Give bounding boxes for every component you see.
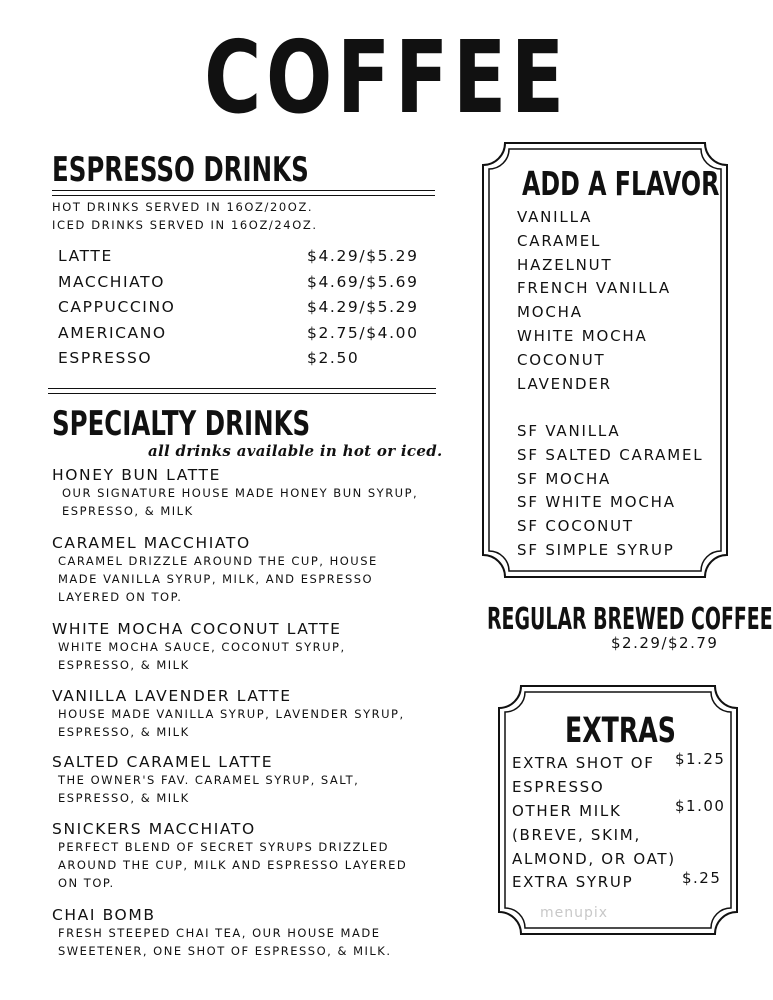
extras-item-line: OTHER MILK: [512, 802, 622, 820]
desc-line: ON TOP.: [58, 876, 115, 891]
specialty-item-name: WHITE MOCHA COCONUT LATTE: [52, 620, 342, 638]
desc-line: LAYERED ON TOP.: [58, 590, 183, 605]
specialty-item-name: CARAMEL MACCHIATO: [52, 534, 251, 552]
sugar-free-flavor-list: [517, 420, 703, 563]
flavor-heading: ADD A FLAVOR: [522, 164, 720, 203]
desc-line: FRESH STEEPED CHAI TEA, OUR HOUSE MADE: [58, 926, 381, 940]
espresso-note: ICED DRINKS SERVED IN 16OZ/24OZ.: [52, 218, 318, 232]
espresso-item-name: ESPRESSO: [58, 349, 153, 368]
flavor-item: COCONUT: [517, 350, 606, 369]
sf-flavor-item: SF SIMPLE SYRUP: [517, 540, 675, 559]
espresso-item-name: AMERICANO: [58, 323, 167, 342]
espresso-item-name: CAPPUCCINO: [58, 298, 176, 317]
desc-line: ESPRESSO, & MILK: [58, 791, 190, 806]
extras-item-extra-syrup: [512, 871, 633, 895]
desc-line: WHITE MOCHA SAUCE, COCONUT SYRUP,: [58, 640, 346, 654]
desc-line: PERFECT BLEND OF SECRET SYRUPS DRIZZLED: [58, 840, 389, 854]
extras-item-line: EXTRA SYRUP: [512, 873, 634, 891]
desc-line: ESPRESSO, & MILK: [58, 658, 190, 673]
sf-flavor-item: SF COCONUT: [517, 517, 634, 536]
extras-item-extra-shot: [512, 752, 655, 800]
flavor-item: MOCHA: [517, 303, 583, 322]
specialty-item-name: SALTED CARAMEL LATTE: [52, 753, 274, 771]
espresso-item-price: $2.50: [307, 349, 360, 368]
espresso-item-name: LATTE: [58, 247, 113, 265]
desc-line: ESPRESSO, & MILK: [62, 504, 194, 519]
flavor-list: [517, 206, 671, 396]
extras-item-line: EXTRA SHOT OF: [512, 754, 655, 772]
espresso-heading: ESPRESSO DRINKS: [52, 150, 309, 190]
page-title: COFFEE: [204, 19, 569, 136]
sf-flavor-item: SF VANILLA: [517, 422, 621, 440]
extras-item-other-milk: [512, 800, 676, 871]
extras-item-line: (BREVE, SKIM,: [512, 825, 641, 844]
espresso-item-price: $4.29/$5.29: [307, 247, 419, 265]
extras-item-price: $.25: [682, 869, 722, 887]
sf-flavor-item: SF MOCHA: [517, 469, 612, 488]
flavor-item: VANILLA: [517, 208, 593, 226]
watermark-text: menupix: [540, 905, 609, 921]
flavor-item: CARAMEL: [517, 231, 602, 250]
desc-line: CARAMEL DRIZZLE AROUND THE CUP, HOUSE: [58, 554, 378, 568]
specialty-item-name: HONEY BUN LATTE: [52, 466, 221, 484]
espresso-item-price: $4.29/$5.29: [307, 298, 419, 317]
sf-flavor-item: SF SALTED CARAMEL: [517, 445, 704, 464]
desc-line: HOUSE MADE VANILLA SYRUP, LAVENDER SYRUP,: [58, 707, 405, 721]
desc-line: MADE VANILLA SYRUP, MILK, AND ESPRESSO: [58, 572, 374, 587]
espresso-item-price: $2.75/$4.00: [307, 323, 419, 342]
specialty-heading: SPECIALTY DRINKS: [52, 404, 311, 444]
sf-flavor-item: SF WHITE MOCHA: [517, 493, 676, 512]
extras-item-line: ESPRESSO: [512, 777, 605, 796]
extras-item-price: $1.25: [675, 750, 726, 768]
extras-item-price: $1.00: [675, 797, 726, 815]
desc-line: AROUND THE CUP, MILK AND ESPRESSO LAYERED: [58, 858, 408, 873]
espresso-item-name: MACCHIATO: [58, 272, 166, 291]
extras-heading: EXTRAS: [565, 711, 676, 751]
espresso-item-price: $4.69/$5.69: [307, 272, 419, 291]
flavor-item: HAZELNUT: [517, 255, 613, 274]
desc-line: THE OWNER'S FAV. CARAMEL SYRUP, SALT,: [58, 773, 360, 787]
specialty-item-name: CHAI BOMB: [52, 906, 156, 924]
flavor-item: LAVENDER: [517, 374, 612, 393]
desc-line: ESPRESSO, & MILK: [58, 725, 190, 740]
espresso-note: HOT DRINKS SERVED IN 16OZ/20OZ.: [52, 200, 314, 214]
extras-item-line: ALMOND, OR OAT): [512, 849, 676, 868]
specialty-item-name: SNICKERS MACCHIATO: [52, 820, 256, 838]
specialty-subtitle: all drinks available in hot or iced.: [148, 442, 443, 460]
flavor-item: WHITE MOCHA: [517, 326, 648, 345]
brewed-heading: REGULAR BREWED COFFEE: [487, 602, 773, 637]
specialty-item-name: VANILLA LAVENDER LATTE: [52, 687, 292, 705]
brewed-price: $2.29/$2.79: [611, 634, 719, 652]
desc-line: SWEETENER, ONE SHOT OF ESPRESSO, & MILK.: [58, 944, 392, 959]
flavor-item: FRENCH VANILLA: [517, 279, 671, 298]
desc-line: OUR SIGNATURE HOUSE MADE HONEY BUN SYRUP,: [62, 486, 419, 500]
